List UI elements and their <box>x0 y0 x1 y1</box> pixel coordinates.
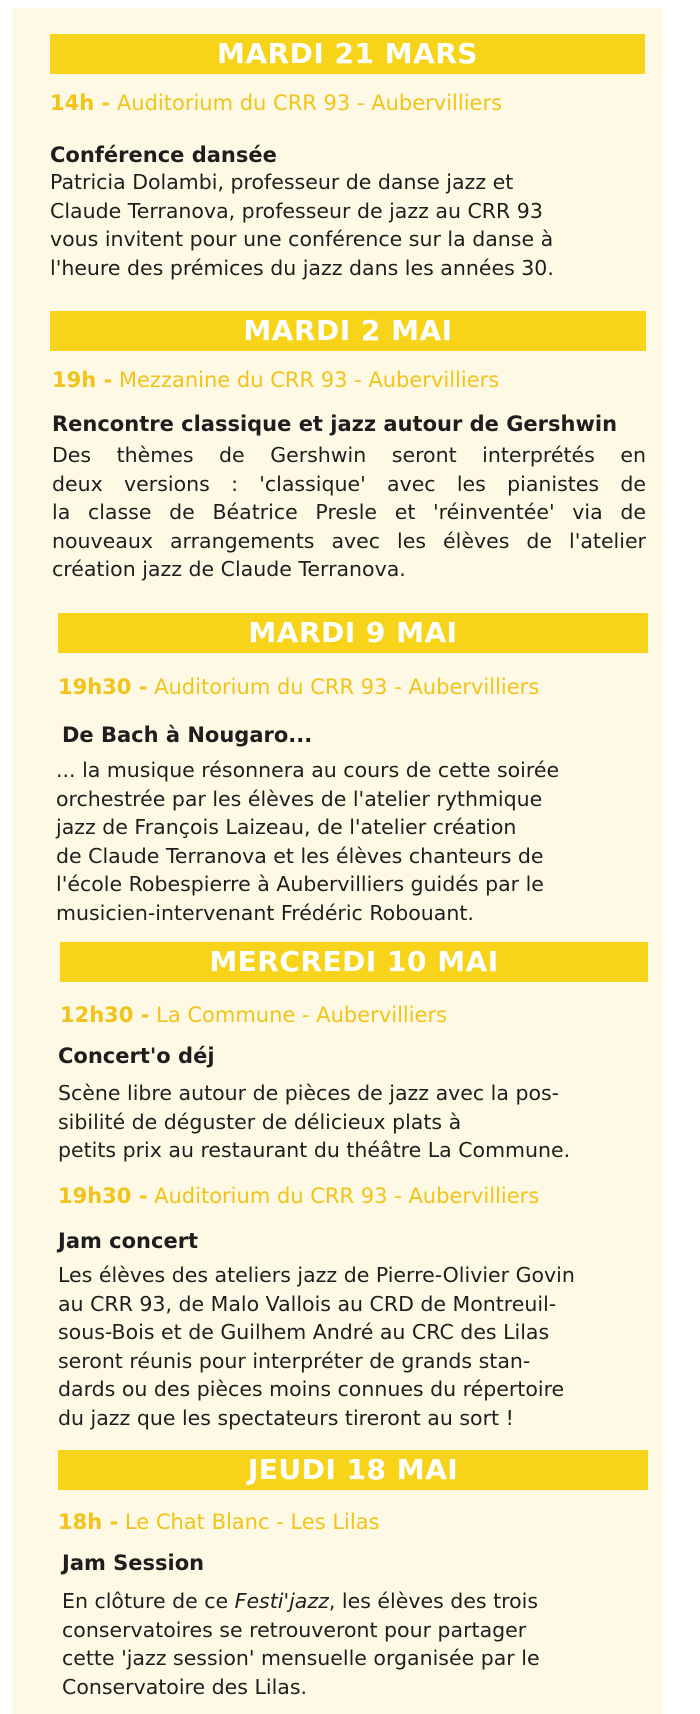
day-banner-mardi-9-mai <box>58 613 648 653</box>
day-banner-mardi-21-mars <box>50 34 645 74</box>
event-time: 19h30 - <box>58 1184 148 1208</box>
description-line: seront réunis pour interpréter de grands stan- <box>58 1348 531 1373</box>
event-title: Jam Session <box>62 1551 205 1575</box>
program-page <box>12 8 662 1714</box>
description-line: petits prix au restaurant du théâtre La Commune. <box>58 1138 571 1162</box>
description-line: Conservatoire des Lilas. <box>62 1674 308 1699</box>
event-time: 14h - <box>50 91 111 115</box>
description-line: l'heure des prémices du jazz dans les années 30. <box>50 255 554 280</box>
description-line: En clôture de ce Festi'jazz, les élèves des trois <box>62 1589 539 1613</box>
event-description <box>52 441 646 584</box>
description-line: de Claude Terranova et les élèves chanteurs de <box>56 843 544 868</box>
event-description <box>50 168 590 282</box>
description-line: orchestrée par les élèves de l'atelier rythmique <box>56 786 543 811</box>
day-banner-jeudi-18-mai <box>58 1450 648 1490</box>
event-time-place <box>50 90 502 116</box>
event-place: La Commune - Aubervilliers <box>156 1003 448 1027</box>
description-line: dards ou des pièces moins connues du répertoire <box>58 1377 565 1401</box>
description-line: au CRR 93, de Malo Vallois au CRD de Montreuil- <box>58 1291 557 1316</box>
event-time-place <box>60 1002 447 1028</box>
day-banner-mardi-2-mai <box>50 311 646 351</box>
description-line: création jazz de Claude Terranova. <box>52 557 406 581</box>
day-label: MERCREDI 10 MAI <box>209 945 499 978</box>
event-title: Concert'o déj <box>58 1044 215 1068</box>
event-time-place <box>58 1183 539 1209</box>
description-line: musicien-intervenant Frédéric Robouant. <box>56 900 474 925</box>
description-line: Des thèmes de Gershwin seront interprétés en <box>52 443 646 467</box>
event-title: De Bach à Nougaro... <box>62 723 313 747</box>
description-line: Patricia Dolambi, professeur de danse jazz et <box>50 170 514 194</box>
day-label: MARDI 2 MAI <box>243 314 453 347</box>
event-description <box>62 1587 642 1701</box>
event-place: Le Chat Blanc - Les Lilas <box>124 1510 380 1534</box>
description-line: Scène libre autour de pièces de jazz avec la pos- <box>58 1081 560 1105</box>
day-label: MARDI 9 MAI <box>248 616 458 649</box>
day-label: MARDI 21 MARS <box>217 37 478 70</box>
description-line: la classe de Béatrice Presle et 'réinventée' via de <box>52 500 646 524</box>
description-line: jazz de François Laizeau, de l'atelier création <box>56 815 517 839</box>
event-place: Mezzanine du CRR 93 - Aubervilliers <box>118 368 500 392</box>
event-time: 19h - <box>52 368 113 392</box>
event-description <box>56 756 636 927</box>
description-line: ... la musique résonnera au cours de cette soirée <box>56 758 560 782</box>
description-line: sibilité de déguster de délicieux plats à <box>58 1109 462 1134</box>
description-line: Les élèves des ateliers jazz de Pierre-Olivier Govin <box>58 1263 575 1287</box>
description-line: sous-Bois et de Guilhem André au CRC des Lilas <box>58 1320 550 1344</box>
event-title: Conférence dansée <box>50 143 277 167</box>
event-description <box>58 1079 638 1165</box>
event-time-place <box>58 674 539 700</box>
festival-name: Festi'jazz <box>234 1589 329 1613</box>
description-line: Claude Terranova, professeur de jazz au CRR 93 <box>50 198 543 223</box>
event-time-place <box>58 1509 380 1535</box>
description-line: vous invitent pour une conférence sur la danse à <box>50 227 554 251</box>
day-banner-mercredi-10-mai <box>60 942 648 982</box>
day-label: JEUDI 18 MAI <box>247 1453 459 1486</box>
description-line: conservatoires se retrouveront pour partager <box>62 1617 527 1642</box>
event-title: Rencontre classique et jazz autour de Gershwin <box>52 412 618 436</box>
description-line: l'école Robespierre à Aubervilliers guidés par le <box>56 872 544 896</box>
description-line: deux versions : 'classique' avec les pianistes de <box>52 471 646 496</box>
event-time: 19h30 - <box>58 675 148 699</box>
event-time: 12h30 - <box>60 1003 150 1027</box>
event-time-place <box>52 367 499 393</box>
event-place: Auditorium du CRR 93 - Aubervilliers <box>116 91 503 115</box>
event-place: Auditorium du CRR 93 - Aubervilliers <box>154 1184 540 1208</box>
description-line: cette 'jazz session' mensuelle organisée par le <box>62 1646 540 1670</box>
description-line: du jazz que les spectateurs tireront au sort ! <box>58 1405 514 1430</box>
event-description <box>58 1261 648 1432</box>
description-line: nouveaux arrangements avec les élèves de l'atelier <box>52 528 646 553</box>
event-time: 18h - <box>58 1510 119 1534</box>
event-place: Auditorium du CRR 93 - Aubervilliers <box>154 675 540 699</box>
event-title: Jam concert <box>58 1229 199 1253</box>
